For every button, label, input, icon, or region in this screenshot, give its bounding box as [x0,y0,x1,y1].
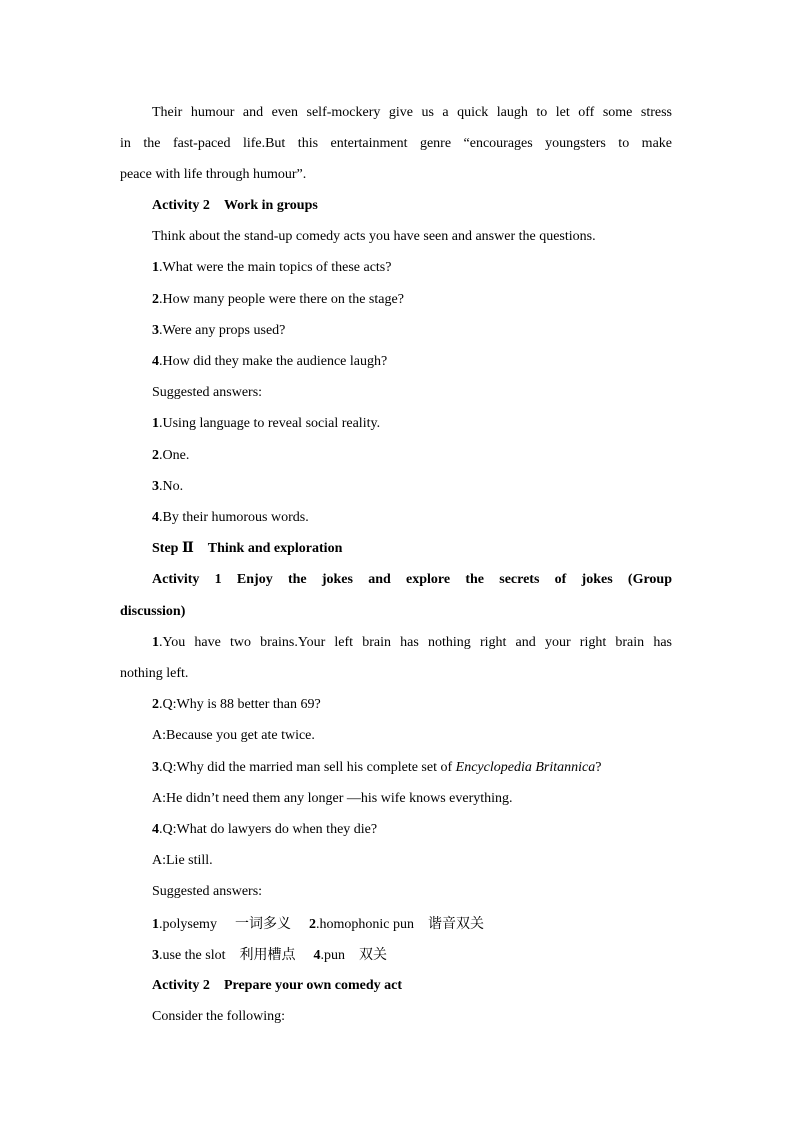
answer-row [152,946,672,965]
joke-text-cont: nothing left. [120,666,189,681]
joke-question [152,696,672,714]
instruction-text: Consider the following: [152,1009,285,1024]
answer-item [152,447,672,465]
answer-item [152,478,672,496]
item-number: 2 [152,292,159,307]
item-text: .No. [159,479,184,494]
joke-text: .Q:What do lawyers do when they die? [159,822,378,837]
item-number: 2 [308,917,316,932]
paragraph-line: in the fast-paced life.But this entertainment genre “encourages youngsters to make [120,136,672,151]
joke-text: .You have two brains.Your left brain has nothing right and your right brain has [159,635,672,650]
question-item [152,291,672,309]
joke-answer: A:Because you get ate twice. [152,728,315,743]
activity-label: Activity 2 [152,978,210,993]
item-number: 1 [152,416,159,431]
answer-en: .polysemy [159,917,217,932]
item-number: 1 [152,635,159,650]
item-text: .Using language to reveal social reality. [159,416,381,431]
item-number: 3 [152,323,159,338]
item-number: 4 [152,510,159,525]
activity-label: Activity 2 [152,198,210,213]
answer-zh: 谐音双关 [427,916,484,932]
item-number: 2 [152,697,159,712]
item-number: 3 [152,760,159,775]
item-text: .One. [159,448,190,463]
answer-item [152,509,672,527]
answer-en: .pun [320,948,345,963]
activity-heading [152,197,672,215]
joke-answer: A:He didn’t need them any longer —his wife knows everything. [152,791,513,806]
answer-en: .use the slot [159,948,226,963]
answer-zh: 一词多义 [234,916,291,932]
joke-item [152,634,672,652]
item-number: 4 [313,948,321,963]
question-item [152,322,672,340]
answer-item [152,415,672,433]
item-number: 4 [152,822,159,837]
step-heading [152,540,672,558]
item-number: 2 [152,448,159,463]
activity-title: Prepare your own comedy act [223,978,403,993]
step-title: Think and exploration [207,541,343,556]
item-text: .By their humorous words. [159,510,309,525]
joke-text-end: ? [595,760,602,775]
answer-zh: 双关 [359,947,387,963]
joke-text: .Q:Why did the married man sell his complete set of [159,760,456,775]
activity-heading [152,977,672,995]
joke-question [152,759,672,777]
answer-row [152,915,672,934]
joke-answer: A:Lie still. [152,853,213,868]
question-item [152,259,672,277]
item-text: .How did they make the audience laugh? [159,354,388,369]
item-text: .How many people were there on the stage? [159,292,404,307]
answers-label: Suggested answers: [152,884,263,899]
joke-text: .Q:Why is 88 better than 69? [159,697,321,712]
answer-en: .homophonic pun [315,917,414,932]
item-number: 3 [152,948,159,963]
item-text: .What were the main topics of these acts? [159,260,392,275]
paragraph-line: Their humour and even self-mockery give us a quick laugh to let off some stress [152,105,672,120]
item-number: 4 [152,354,159,369]
activity-title: Work in groups [223,198,318,213]
activity-heading-cont: discussion) [120,604,186,619]
activity-heading: Activity 1 Enjoy the jokes and explore the secrets of jokes (Group [152,572,672,587]
answer-zh: 利用槽点 [239,947,296,963]
item-text: .Were any props used? [159,323,286,338]
paragraph-line: peace with life through humour”. [120,167,307,182]
item-number: 1 [152,917,159,932]
item-number: 3 [152,479,159,494]
item-number: 1 [152,260,159,275]
book-title: Encyclopedia Britannica [455,760,596,775]
instruction-text: Think about the stand-up comedy acts you have seen and answer the questions. [152,229,596,244]
joke-question [152,821,672,839]
step-label: Step Ⅱ [152,541,194,556]
question-item [152,353,672,371]
answers-label: Suggested answers: [152,385,263,400]
